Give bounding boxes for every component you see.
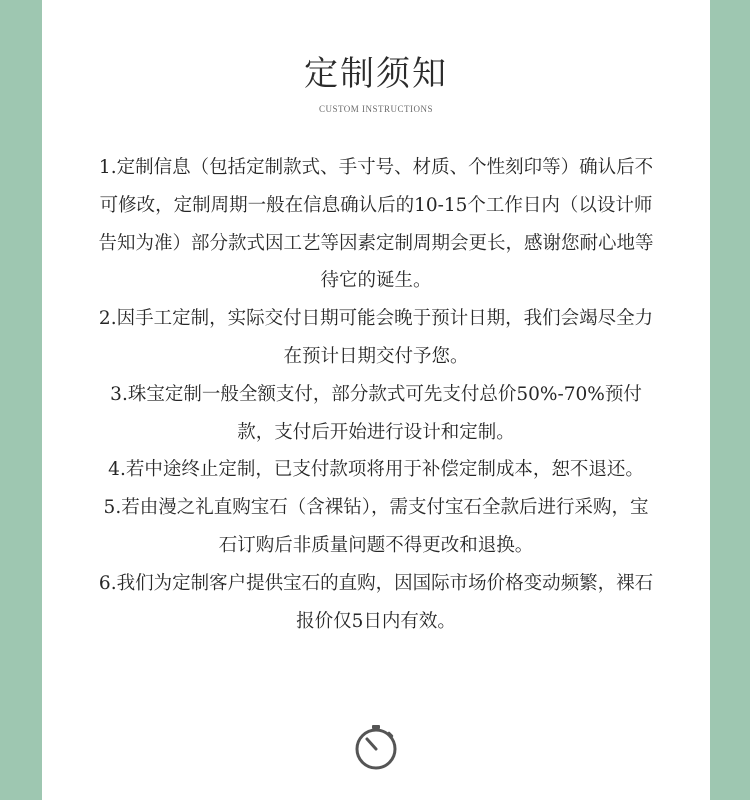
instruction-item-3: 3.珠宝定制一般全额支付，部分款式可先支付总价50%-70%预付款，支付后开始进行设计和定制。: [110, 383, 642, 443]
instructions-list: [95, 149, 657, 640]
content-card: [42, 0, 710, 800]
instruction-item-5: 5.若由漫之礼直购宝石（含裸钻），需支付宝石全款后进行采购，宝石订购后非质量问题不得更改和退换。: [103, 497, 649, 556]
page-subtitle: CUSTOM INSTRUCTIONS: [318, 104, 434, 114]
instruction-item-1: 1.定制信息（包括定制款式、手寸号、材质、个性刻印等）确认后不可修改，定制周期一般在信息确认后的10-15个工作日内（以设计师告知为准）部分款式因工艺等因素定制周期会更长，感谢您耐心地等待它的诞生。: [98, 157, 654, 292]
instruction-item-2: 2.因手工定制，实际交付日期可能会晚于预计日期，我们会竭尽全力在预计日期交付予您。: [98, 308, 654, 367]
instruction-item-6: 6.我们为定制客户提供宝石的直购，因国际市场价格变动频繁，裸石报价仅5日内有效。: [98, 572, 654, 632]
instruction-item-4: 4.若中途终止定制，已支付款项将用于补偿定制成本，恕不退还。: [108, 459, 644, 481]
page-title: 定制须知: [304, 54, 448, 94]
stopwatch-icon: [351, 722, 401, 772]
